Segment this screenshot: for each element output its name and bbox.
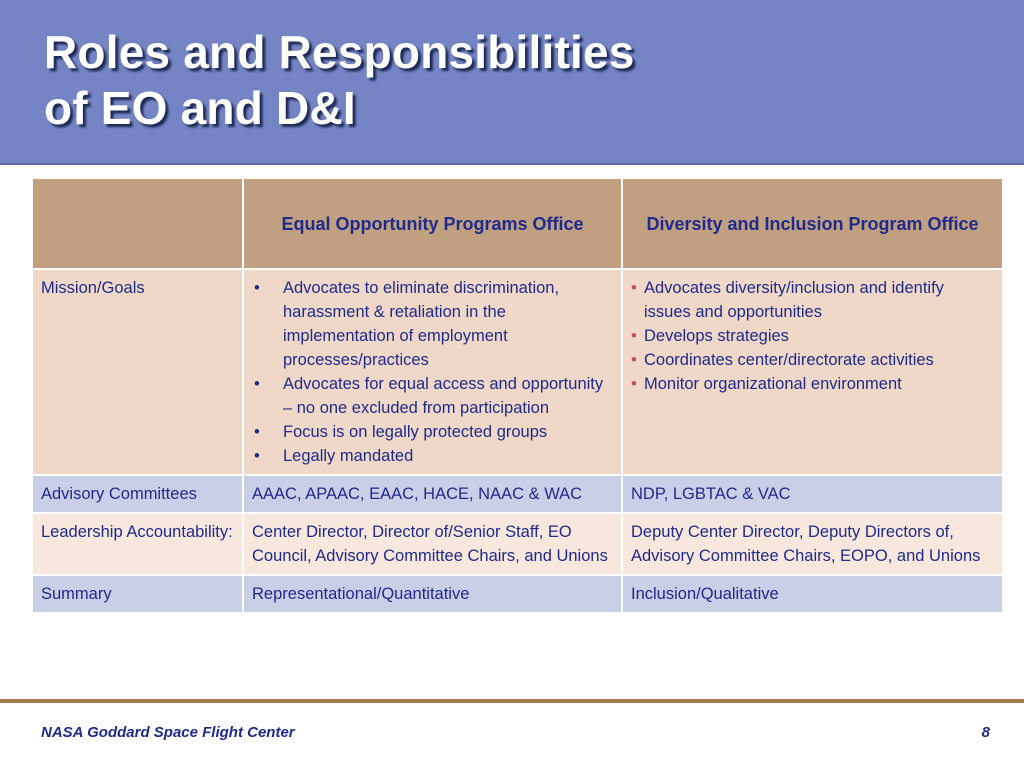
table-row-mission [32, 269, 1003, 475]
list-item-text: Advocates to eliminate discrimination, harassment & retaliation in the implementation of employment processes/practices [283, 279, 560, 369]
cell-di-leadership: Deputy Center Director, Deputy Directors of, Advisory Committee Chairs, EOPO, and Unions [622, 513, 1003, 575]
list-item [631, 324, 994, 348]
header-di-office: Diversity and Inclusion Program Office [622, 178, 1003, 269]
list-item [252, 420, 613, 444]
table-row-leadership [32, 513, 1003, 575]
slide-title-line-1: Roles and Responsibilities [44, 26, 635, 78]
di-mission-list [631, 276, 994, 396]
list-item [252, 372, 613, 420]
bullet-icon: • [254, 423, 260, 441]
list-item-text: Monitor organizational environment [644, 375, 902, 393]
slide-title [44, 24, 635, 136]
footer-divider [0, 699, 1024, 703]
header-row [32, 178, 1003, 269]
list-item-text: Advocates diversity/inclusion and identify issues and opportunities [644, 279, 944, 321]
header-eo-office: Equal Opportunity Programs Office [243, 178, 622, 269]
row-label-summary: Summary [32, 575, 243, 613]
cell-eo-leadership: Center Director, Director of/Senior Staff, EO Council, Advisory Committee Chairs, and Unions [243, 513, 622, 575]
cell-eo-advisory: AAAC, APAAC, EAAC, HACE, NAAC & WAC [243, 475, 622, 513]
row-label-advisory: Advisory Committees [32, 475, 243, 513]
cell-eo-mission [243, 269, 622, 475]
bullet-icon: • [254, 375, 260, 393]
list-item [252, 276, 613, 372]
table-row-summary [32, 575, 1003, 613]
table-row-advisory [32, 475, 1003, 513]
list-item [631, 348, 994, 372]
list-item [631, 372, 994, 396]
page-number: 8 [981, 724, 990, 741]
eo-mission-list [252, 276, 613, 468]
list-item [252, 444, 613, 468]
bullet-icon: • [631, 375, 637, 393]
slide-title-line-2: of EO and D&I [44, 82, 356, 134]
title-band [0, 0, 1024, 165]
row-label-leadership: Leadership Accountability: [32, 513, 243, 575]
footer-organization: NASA Goddard Space Flight Center [41, 724, 295, 741]
cell-eo-summary: Representational/Quantitative [243, 575, 622, 613]
list-item-text: Legally mandated [283, 447, 414, 465]
bullet-icon: • [254, 279, 260, 297]
row-label-mission: Mission/Goals [32, 269, 243, 475]
bullet-icon: • [254, 447, 260, 465]
bullet-icon: • [631, 279, 637, 297]
list-item [631, 276, 994, 324]
list-item-text: Coordinates center/directorate activities [644, 351, 934, 369]
cell-di-mission [622, 269, 1003, 475]
list-item-text: Develops strategies [644, 327, 789, 345]
roles-table [31, 177, 1004, 614]
list-item-text: Focus is on legally protected groups [283, 423, 548, 441]
bullet-icon: • [631, 351, 637, 369]
cell-di-summary: Inclusion/Qualitative [622, 575, 1003, 613]
list-item-text: Advocates for equal access and opportunity – no one excluded from participation [283, 375, 604, 417]
cell-di-advisory: NDP, LGBTAC & VAC [622, 475, 1003, 513]
bullet-icon: • [631, 327, 637, 345]
header-empty-cell [32, 178, 243, 269]
